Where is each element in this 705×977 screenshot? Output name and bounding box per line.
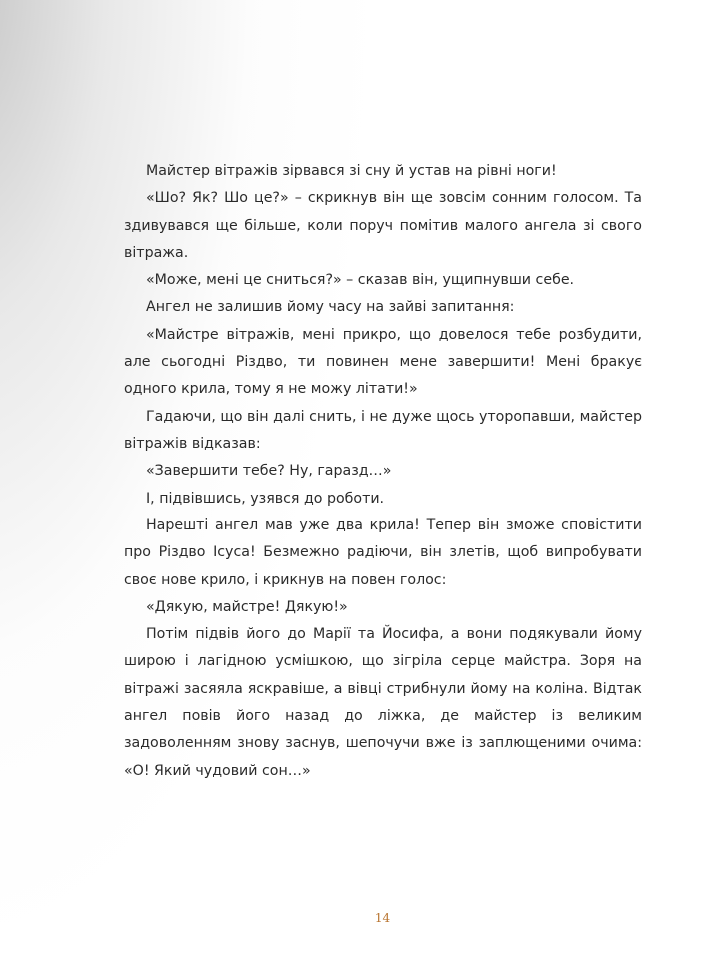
paragraph: «Майстре вітражів, мені прикро, що довелося тебе розбудити, але сьогодні Різдво, ти повинен мене завершити! Мені бракує одного крила, тому я не можу літати!» bbox=[124, 326, 642, 398]
paragraph: Майстер вітражів зірвався зі сну й устав на рівні ноги! bbox=[146, 163, 557, 179]
paragraph: Ангел не залишив йому часу на зайві запитання: bbox=[146, 299, 515, 316]
text-section-2 bbox=[124, 512, 642, 785]
paragraph: Гадаючи, що він далі снить, і не дуже щось уторопавши, майстер вітражів відказав: bbox=[124, 408, 642, 452]
paragraph: «Завершити тебе? Ну, гаразд…» bbox=[146, 463, 392, 480]
page-number: 14 bbox=[374, 911, 391, 925]
paragraph: Нарешті ангел мав уже два крила! Тепер він зможе сповістити про Різдво Ісуса! Безмежно радіючи, він злетів, щоб випробувати своє нове крило, і крикнув на повен голос: bbox=[124, 517, 642, 588]
paragraph: «Дякую, майстре! Дякую!» bbox=[146, 598, 348, 615]
paragraph: «Може, мені це сниться?» – сказав він, ущипнувши себе. bbox=[146, 272, 575, 289]
paragraph: «Шо? Як? Шо це?» – скрикнув він ще зовсім сонним голосом. Та здивувався ще більше, коли поруч помітив малого ангела зі свого вітража. bbox=[124, 190, 642, 261]
text-section-1 bbox=[124, 158, 642, 513]
paragraph: Потім підвів його до Марії та Йосифа, а вони подякували йому широю і лагідною усмішкою, що зігріла серце майстра. Зоря на вітражі засяяла яскравіше, а вівці стрибнули йому на коліна. Відтак ангел повів його назад до ліжка, де майстер із великим задоволенням знову заснув, шепочучи вже із заплющеними очима: «О! Який чудовий сон…» bbox=[124, 626, 642, 779]
paragraph: І, підвівшись, узявся до роботи. bbox=[146, 490, 385, 507]
